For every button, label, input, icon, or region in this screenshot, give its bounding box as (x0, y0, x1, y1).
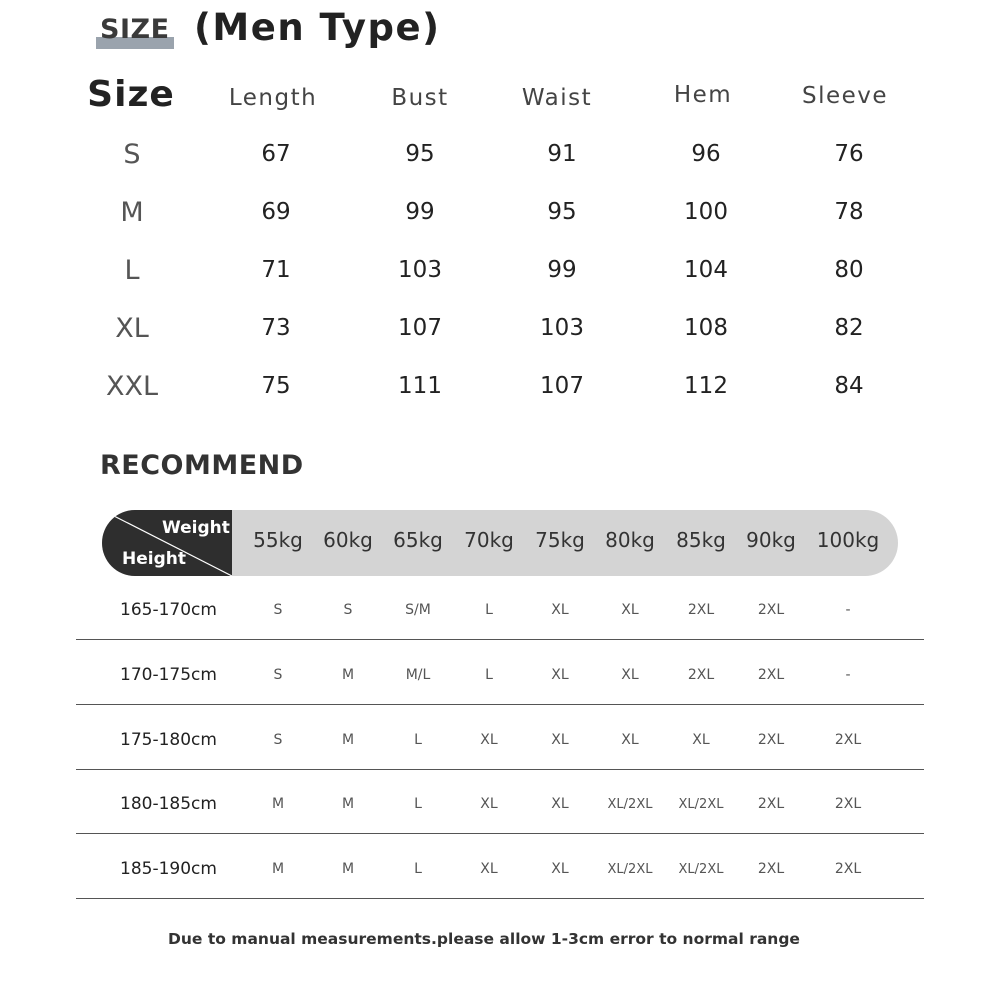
recommend-cell: 2XL (834, 732, 862, 748)
header-length: Length (228, 85, 318, 111)
size-row-label: XXL (105, 371, 159, 402)
recommend-cell: 2XL (834, 861, 862, 877)
recommend-cell: S (273, 667, 283, 683)
recommend-cell: S (273, 602, 283, 618)
size-value: 82 (834, 315, 864, 341)
recommend-cell: XL (551, 732, 569, 748)
recommend-cell: 2XL (757, 732, 785, 748)
recommend-cell: S/M (405, 602, 431, 618)
height-label: 185-190cm (120, 859, 217, 879)
size-value: 100 (684, 199, 728, 225)
recommend-cell: 2XL (687, 667, 715, 683)
recommend-cell: XL/2XL (607, 862, 653, 877)
recommend-cell: XL (480, 732, 498, 748)
recommend-cell: M (271, 796, 285, 812)
size-value: 91 (547, 141, 577, 167)
recommend-cell: XL/2XL (607, 797, 653, 812)
height-label: 170-175cm (120, 665, 217, 685)
row-divider (76, 769, 924, 770)
header-hem: Hem (673, 82, 733, 108)
weight-header: 65kg (393, 528, 443, 552)
size-value: 95 (405, 141, 435, 167)
size-value: 99 (405, 199, 435, 225)
weight-height-corner (102, 510, 232, 576)
row-divider (76, 639, 924, 640)
page-title (96, 6, 696, 58)
size-value: 75 (261, 373, 291, 399)
recommend-cell: L (414, 732, 422, 748)
recommend-title: RECOMMEND (100, 450, 304, 481)
header-bust: Bust (391, 85, 449, 111)
weight-header: 100kg (816, 528, 880, 552)
size-row-label: S (123, 139, 141, 170)
size-value: 99 (547, 257, 577, 283)
corner-height-label: Height (122, 549, 186, 569)
size-row-label: XL (115, 313, 149, 344)
recommend-cell: S (343, 602, 353, 618)
size-value: 107 (398, 315, 442, 341)
recommend-cell: XL/2XL (678, 797, 724, 812)
recommend-cell: 2XL (757, 602, 785, 618)
size-value: 103 (540, 315, 584, 341)
size-value: 73 (261, 315, 291, 341)
row-divider (76, 704, 924, 705)
size-value: 95 (547, 199, 577, 225)
row-divider (76, 898, 924, 899)
recommend-cell: M (271, 861, 285, 877)
height-label: 180-185cm (120, 794, 217, 814)
recommend-cell: L (414, 861, 422, 877)
recommend-cell: 2XL (757, 667, 785, 683)
recommend-cell: XL (621, 667, 639, 683)
recommend-cell: XL (621, 602, 639, 618)
weight-header: 75kg (535, 528, 585, 552)
recommend-cell: 2XL (687, 602, 715, 618)
weight-header: 90kg (746, 528, 796, 552)
weight-header: 55kg (253, 528, 303, 552)
recommend-cell: M (341, 732, 355, 748)
recommend-cell: 2XL (757, 796, 785, 812)
recommend-cell: XL (692, 732, 710, 748)
weight-header: 85kg (676, 528, 726, 552)
size-row-label: L (124, 255, 140, 286)
size-value: 69 (261, 199, 291, 225)
recommend-cell: M (341, 667, 355, 683)
height-label: 165-170cm (120, 600, 217, 620)
size-row-label: M (120, 197, 144, 228)
recommend-cell: M/L (405, 667, 431, 683)
recommend-cell: M (341, 861, 355, 877)
size-value: 84 (834, 373, 864, 399)
recommend-cell: XL (551, 667, 569, 683)
recommend-cell: XL (551, 861, 569, 877)
recommend-cell: XL (480, 861, 498, 877)
recommend-cell: XL (551, 602, 569, 618)
recommend-cell: XL (621, 732, 639, 748)
recommend-cell: S (273, 732, 283, 748)
title-subtitle: (Men Type) (194, 6, 441, 49)
weight-header: 80kg (605, 528, 655, 552)
size-value: 103 (398, 257, 442, 283)
weight-header: 70kg (464, 528, 514, 552)
recommend-cell: - (845, 667, 851, 683)
recommend-cell: M (341, 796, 355, 812)
recommend-cell: - (845, 602, 851, 618)
size-value: 111 (398, 373, 442, 399)
recommend-cell: XL (480, 796, 498, 812)
recommend-cell: L (485, 667, 493, 683)
footnote: Due to manual measurements.please allow 1-3cm error to normal range (168, 930, 800, 948)
header-sleeve: Sleeve (801, 83, 889, 109)
weight-header: 60kg (323, 528, 373, 552)
recommend-cell: XL (551, 796, 569, 812)
recommend-cell: 2XL (834, 796, 862, 812)
size-value: 108 (684, 315, 728, 341)
recommend-cell: L (414, 796, 422, 812)
title-size-word: SIZE (100, 14, 170, 45)
recommend-cell: 2XL (757, 861, 785, 877)
size-value: 104 (684, 257, 728, 283)
size-value: 112 (684, 373, 728, 399)
size-value: 71 (261, 257, 291, 283)
header-waist: Waist (521, 85, 593, 111)
size-value: 96 (691, 141, 721, 167)
row-divider (76, 833, 924, 834)
height-label: 175-180cm (120, 730, 217, 750)
size-value: 78 (834, 199, 864, 225)
size-value: 67 (261, 141, 291, 167)
corner-weight-label: Weight (162, 518, 230, 538)
size-value: 107 (540, 373, 584, 399)
recommend-cell: L (485, 602, 493, 618)
size-value: 76 (834, 141, 864, 167)
size-value: 80 (834, 257, 864, 283)
header-size: Size (87, 74, 175, 115)
recommend-cell: XL/2XL (678, 862, 724, 877)
